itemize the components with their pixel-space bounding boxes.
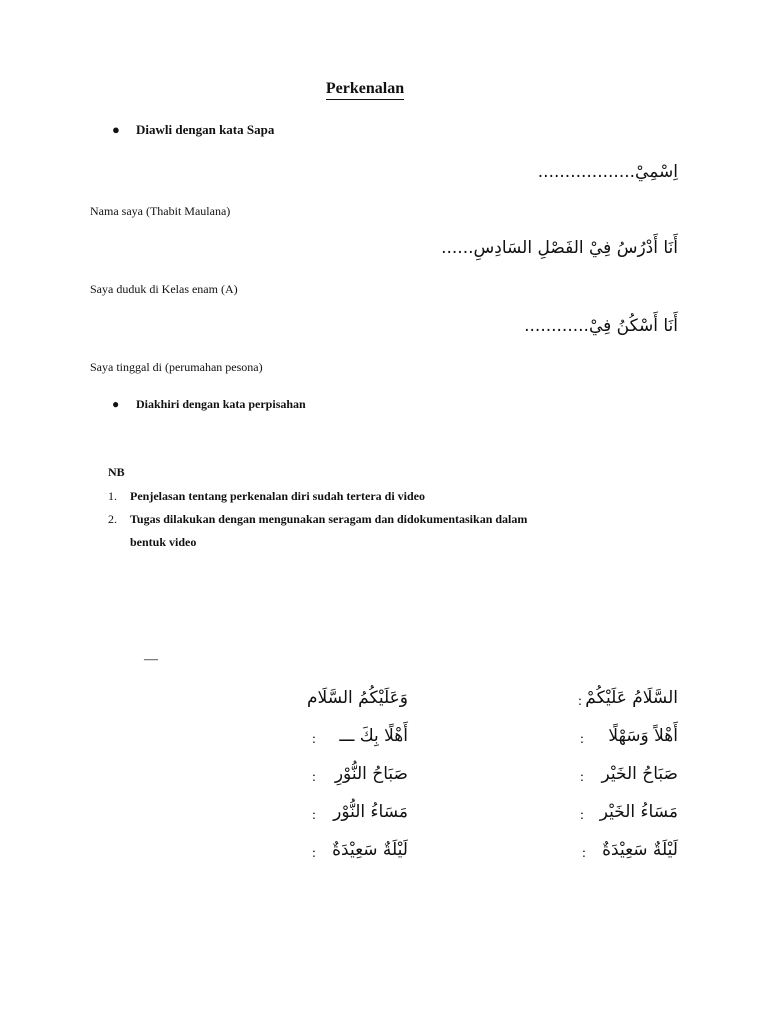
greeting-right: لَيْلَةٌ سَعِيْدَةٌ <box>602 840 678 860</box>
greeting-right: مَسَاءُ الخَيْر <box>599 802 678 822</box>
nb-item-number: 1. <box>108 489 117 503</box>
greeting-reply: وَعَلَيْكُمُ السَّلَام <box>307 688 408 708</box>
greeting-colon: : <box>578 694 582 709</box>
bullet-greeting-text: Diawli dengan kata Sapa <box>136 122 275 137</box>
greeting-colon: : <box>580 732 584 747</box>
greeting-colon: : <box>312 770 316 785</box>
latin-name-line: Nama saya (Thabit Maulana) <box>90 204 231 218</box>
bullet-dot-icon: ● <box>112 397 120 411</box>
nb-title: NB <box>108 465 125 479</box>
greeting-right: صَبَاحُ الخَيْر <box>601 764 678 784</box>
nb-item-number: 2. <box>108 512 117 526</box>
greeting-reply: أَهْلًا بِكَ ـــ <box>339 726 408 746</box>
greeting-reply: لَيْلَةٌ سَعِيْدَةٌ <box>332 840 408 860</box>
bullet-farewell <box>112 397 306 412</box>
nb-item-continuation: bentuk video <box>130 535 197 549</box>
nb-item-text: Tugas dilakukan dengan mengunakan seragam dan didokumentasikan dalam <box>130 512 528 526</box>
greeting-right: أَهْلاً وَسَهْلًا <box>608 726 678 746</box>
greeting-colon: : <box>312 732 316 747</box>
greeting-colon: : <box>312 808 316 823</box>
nb-item <box>108 512 527 527</box>
nb-item <box>108 489 425 504</box>
nb-item-text: Penjelasan tentang perkenalan diri sudah tertera di video <box>130 489 426 503</box>
latin-live-line: Saya tinggal di (perumahan pesona) <box>90 360 263 374</box>
greeting-colon: : <box>580 770 584 785</box>
bullet-dot-icon: ● <box>112 122 120 137</box>
greeting-colon: : <box>312 846 316 861</box>
greeting-colon: : <box>582 846 586 861</box>
dash-mark: — <box>144 652 158 667</box>
greeting-reply: صَبَاحُ النُّوْرِ <box>334 764 408 784</box>
page-title: Perkenalan <box>0 80 730 98</box>
greeting-colon: : <box>580 808 584 823</box>
arabic-name-line: اِسْمِيْ.................. <box>537 162 678 182</box>
greeting-right: السَّلَامُ عَلَيْكُمْ <box>585 688 678 708</box>
bullet-farewell-text: Diakhiri dengan kata perpisahan <box>136 397 306 411</box>
greeting-reply: مَسَاءُ النُّوْر <box>333 802 408 822</box>
latin-class-line: Saya duduk di Kelas enam (A) <box>90 282 238 296</box>
arabic-live-line: أَنَا أَسْكُنُ فِيْ............ <box>524 316 678 336</box>
bullet-greeting <box>112 122 274 138</box>
arabic-class-line: أَنَا أَدْرُسُ فِيْ الفَصْلِ السَادِسِ...... <box>441 238 678 258</box>
